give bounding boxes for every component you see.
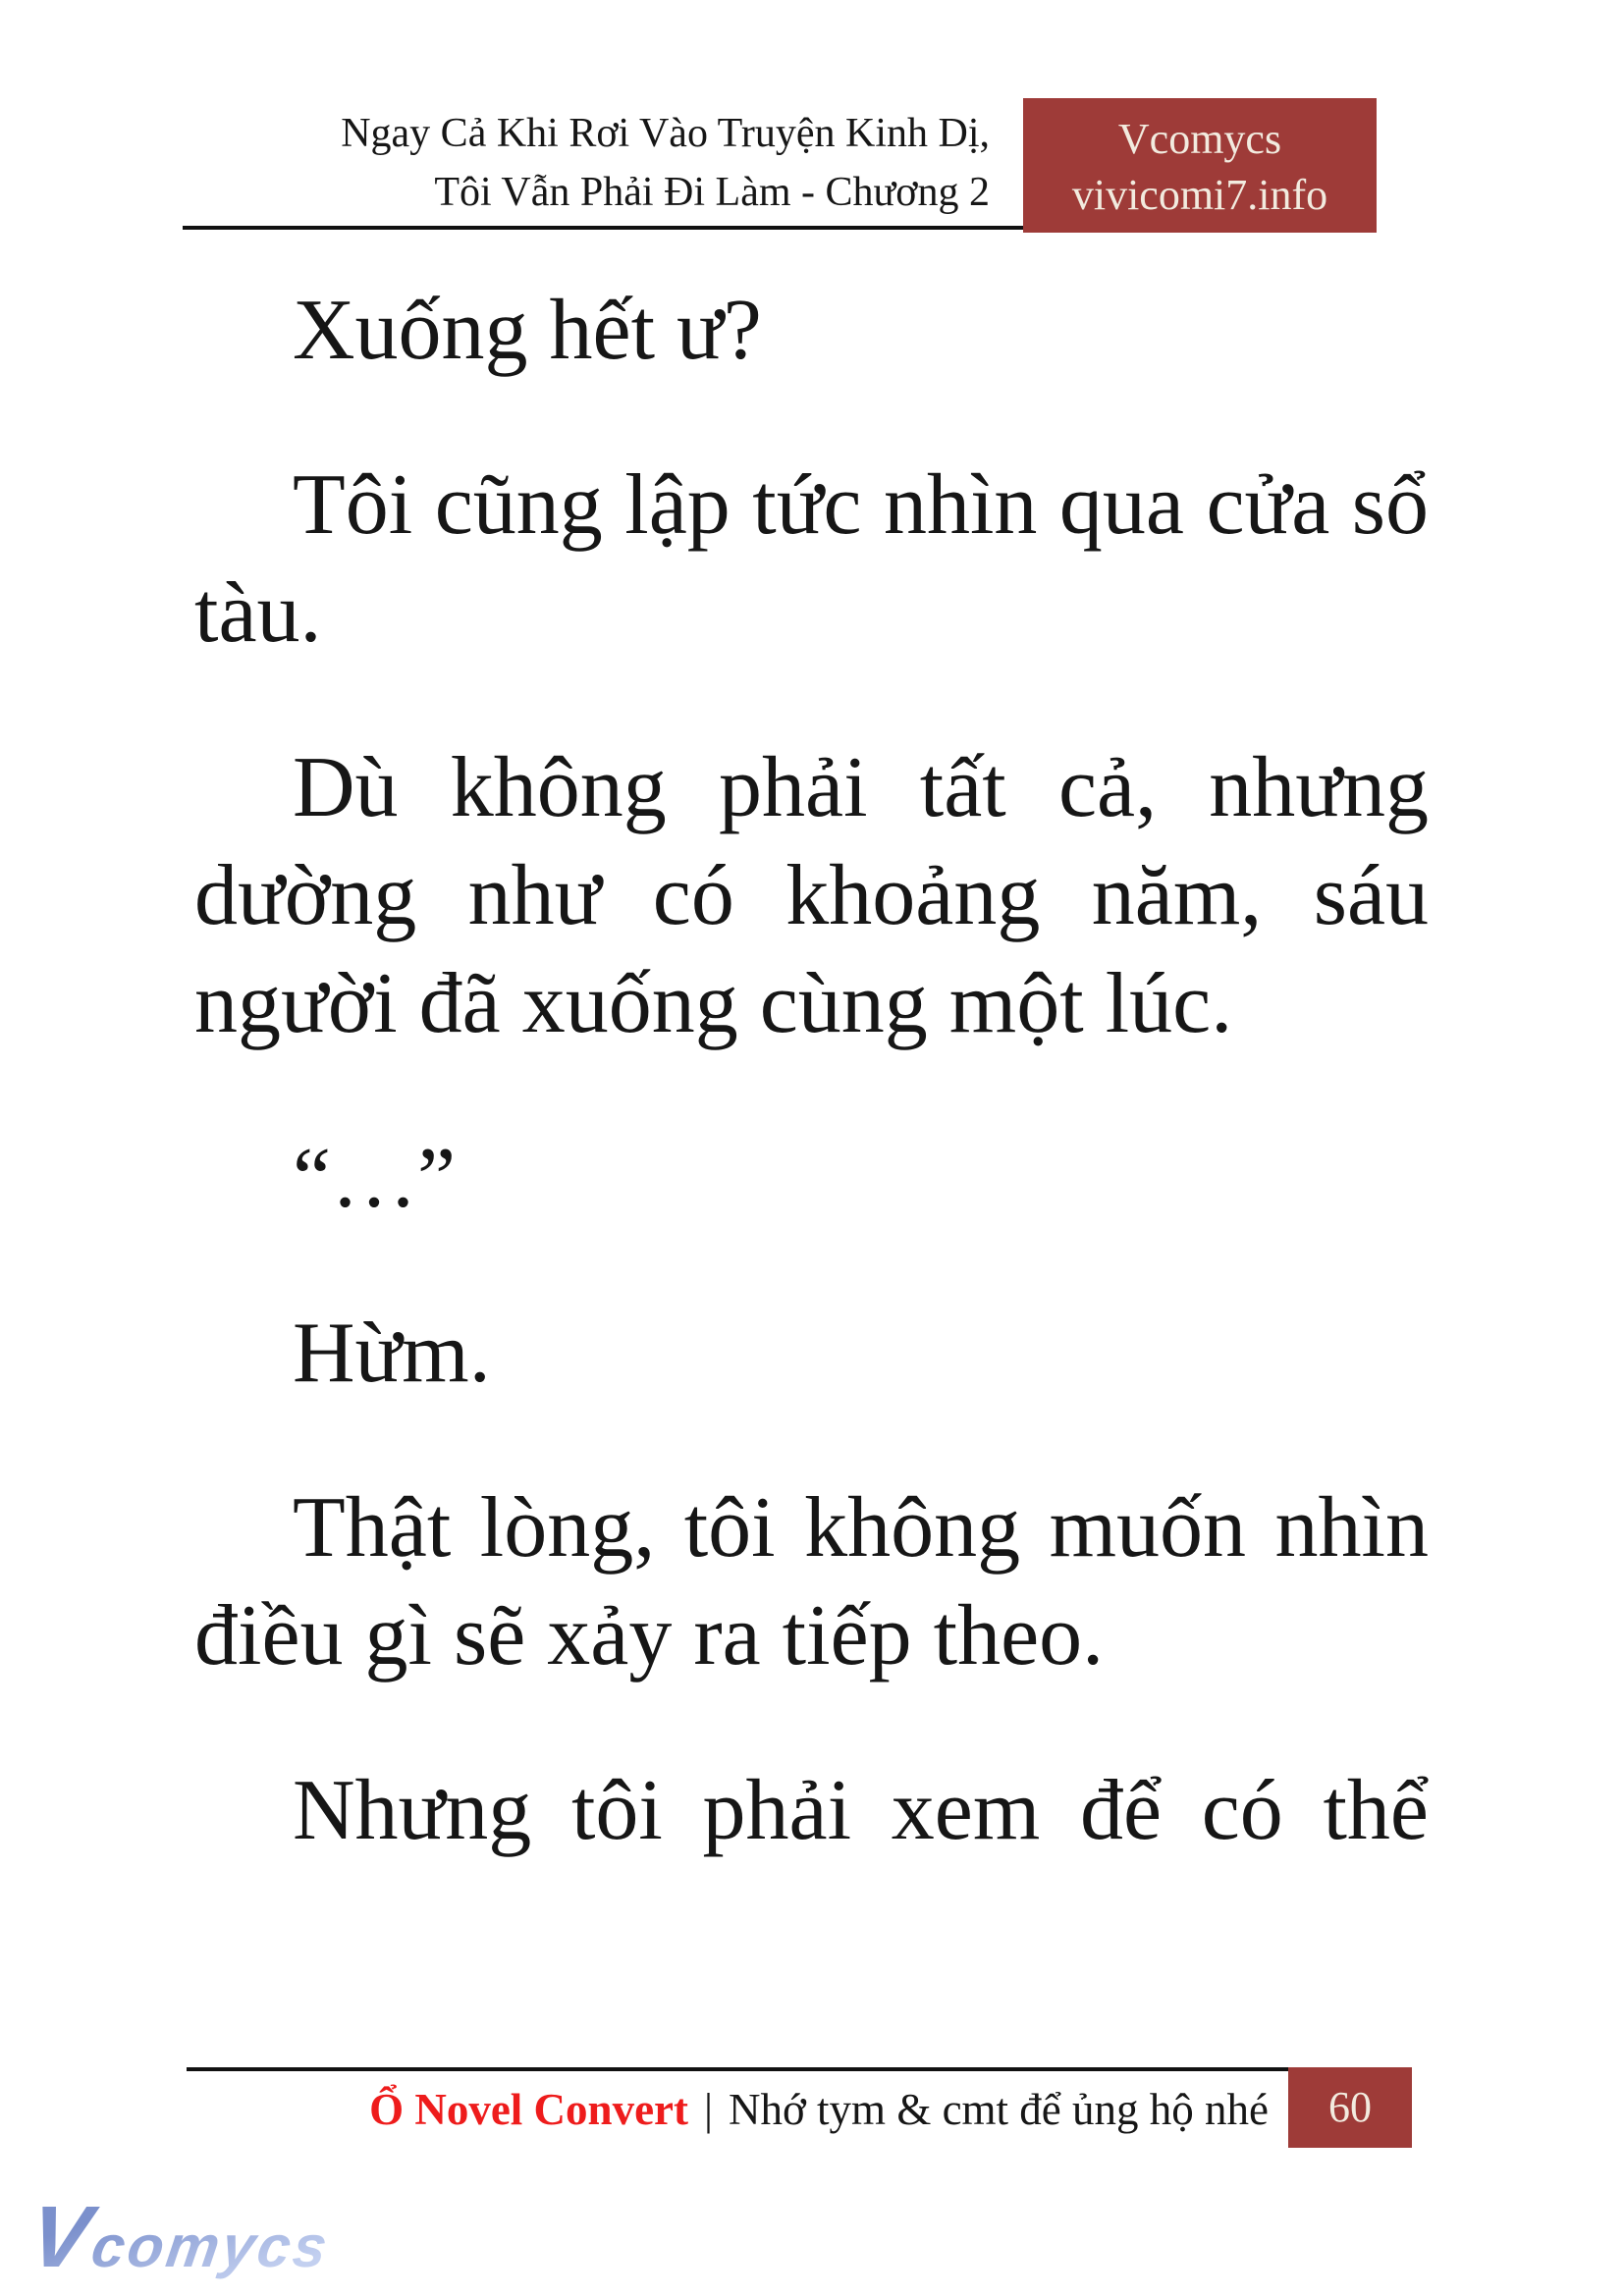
paragraph: [194, 452, 1429, 667]
story-text: [194, 277, 1429, 1932]
paragraph: [194, 1125, 1429, 1233]
chapter-title-line-2: Tôi Vẫn Phải Đi Làm - Chương 2: [434, 170, 990, 215]
footer-divider: [187, 2067, 1288, 2071]
paragraph: [194, 1474, 1429, 1690]
vcomycs-logo-initial: V: [23, 2186, 101, 2286]
paragraph: [194, 277, 1429, 385]
text-line: người đã xuống cùng một lúc.: [194, 956, 1233, 1051]
paragraph: [194, 1757, 1429, 1865]
vcomycs-logo-rest: comycs: [87, 2214, 335, 2279]
page-number: 60: [1328, 2083, 1372, 2131]
footer-separator: |: [704, 2085, 714, 2134]
text-line: Hừm.: [293, 1306, 491, 1401]
footer-credit: [369, 2079, 1269, 2140]
paragraph: [194, 734, 1429, 1058]
paragraph: [194, 1300, 1429, 1408]
chapter-title: [341, 104, 990, 222]
text-line: Nhưng tôi phải xem để có thể: [293, 1763, 1429, 1858]
text-line: Tôi cũng lập tức nhìn qua cửa sổ: [293, 457, 1429, 553]
text-line: tàu.: [194, 565, 322, 661]
chapter-title-line-1: Ngay Cả Khi Rơi Vào Truyện Kinh Dị,: [341, 111, 990, 156]
text-line: Thật lòng, tôi không muốn nhìn: [293, 1480, 1429, 1575]
text-line: dường như có khoảng năm, sáu: [194, 848, 1429, 943]
text-line: Dù không phải tất cả, nhưng: [293, 740, 1429, 835]
site-badge-name: Vcomycs: [1117, 115, 1282, 163]
text-line: Xuống hết ư?: [293, 283, 762, 378]
header-divider: [183, 226, 1023, 230]
text-line: “…”: [293, 1131, 457, 1226]
site-badge-domain: vivicomi7.info: [1071, 171, 1328, 219]
text-line: điều gì sẽ xảy ra tiếp theo.: [194, 1588, 1105, 1683]
footer-note: Nhớ tym & cmt để ủng hộ nhé: [729, 2085, 1269, 2134]
page-number-badge: [1288, 2067, 1412, 2148]
site-badge: [1023, 98, 1377, 233]
footer-brand: Ổ Novel Convert: [369, 2085, 688, 2134]
vcomycs-watermark-logo: [23, 2186, 335, 2286]
